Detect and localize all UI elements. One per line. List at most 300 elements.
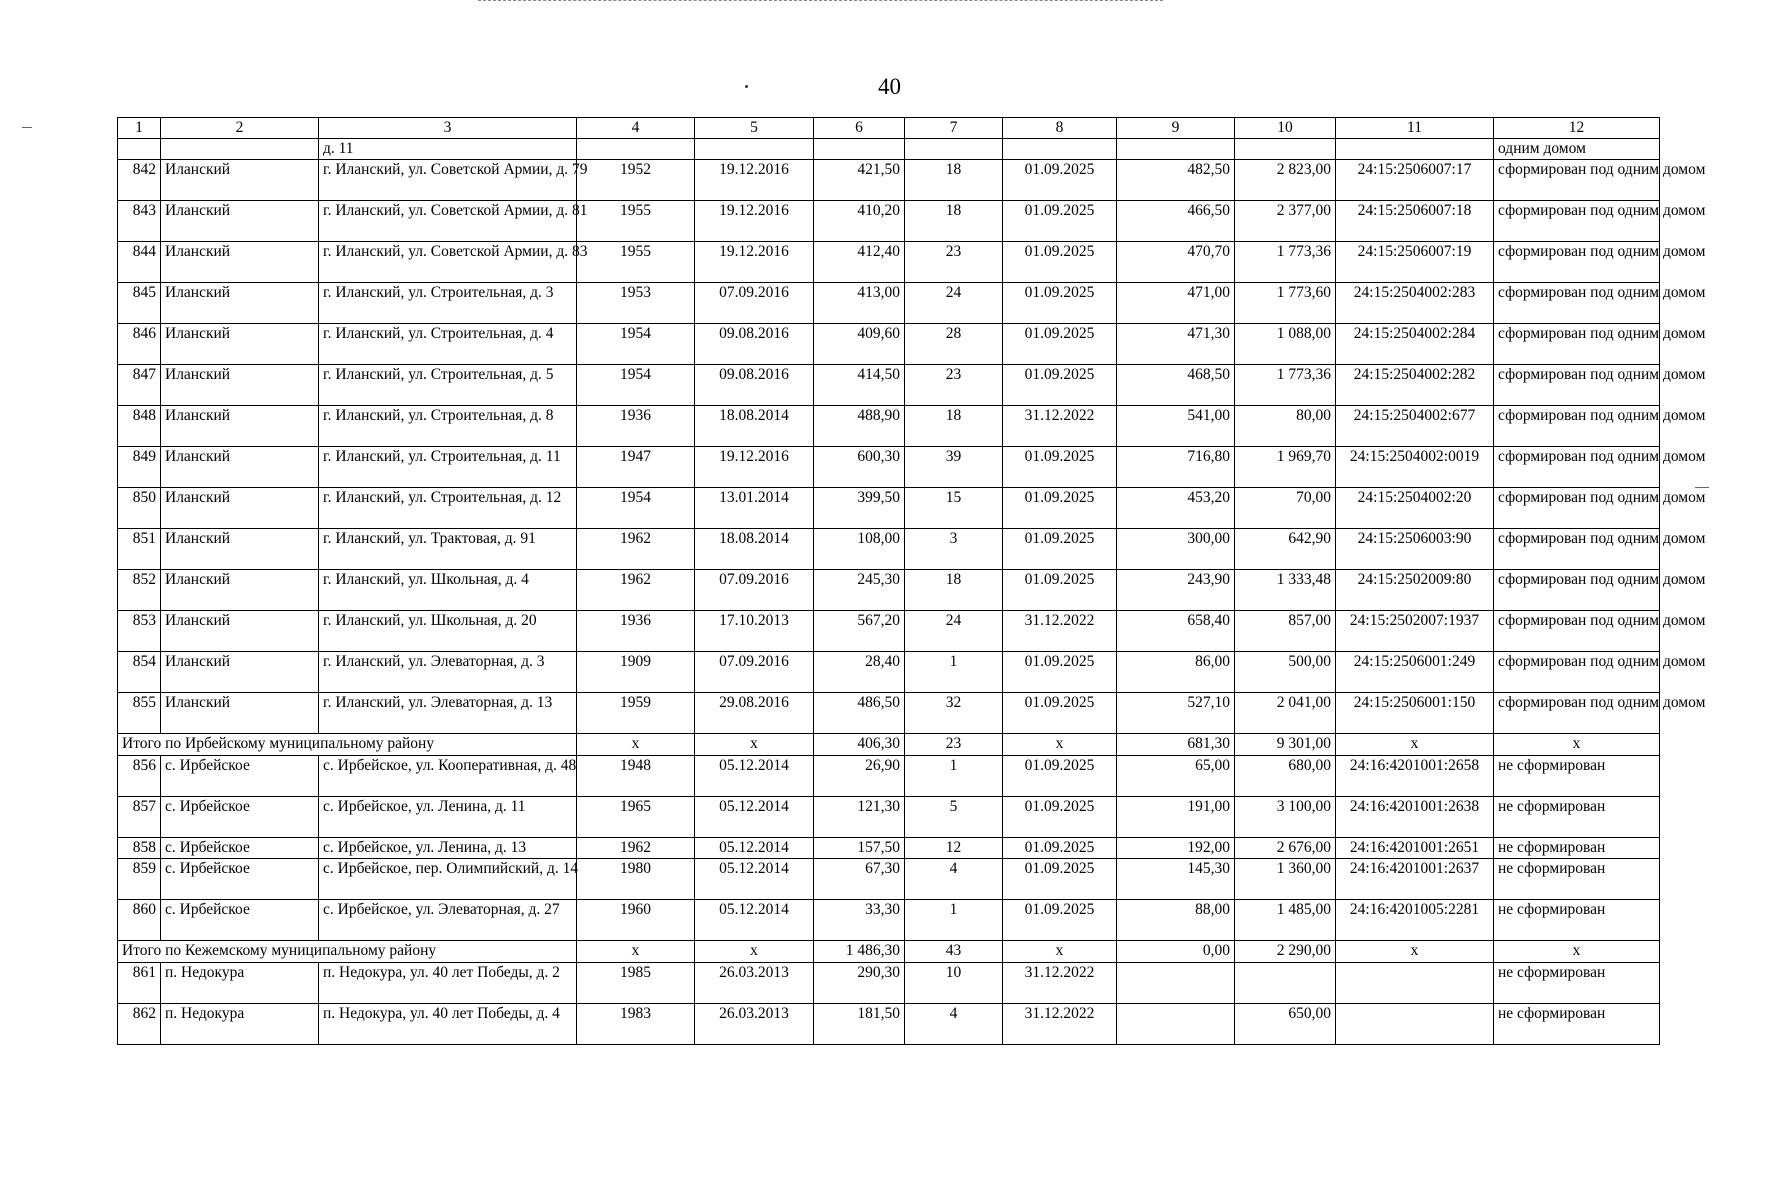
row-number-cell: 855 — [118, 693, 161, 734]
year-cell: 1936 — [577, 406, 695, 447]
total-cadastral-cell: х — [1336, 734, 1494, 756]
cadastral-number-cell: 24:16:4201001:2658 — [1336, 756, 1494, 797]
land-status-cell: сформирован под одним домом — [1494, 201, 1660, 242]
land-status-cell: сформирован под одним домом — [1494, 242, 1660, 283]
table-row — [118, 529, 1660, 570]
total-label: Итого по Ирбейскому муниципальному району — [118, 734, 577, 756]
deadline-cell: 01.09.2025 — [1003, 652, 1117, 693]
land-status-cell: не сформирован — [1494, 1004, 1660, 1045]
total-deadline-cell: х — [1003, 734, 1117, 756]
date-cell: 19.12.2016 — [695, 201, 814, 242]
address-cell: г. Иланский, ул. Элеваторная, д. 3 — [319, 652, 577, 693]
year-cell: 1936 — [577, 611, 695, 652]
date-cell: 19.12.2016 — [695, 242, 814, 283]
cadastral-number-cell: 24:15:2504002:0019 — [1336, 447, 1494, 488]
scan-edge-mark — [1695, 487, 1709, 488]
column-header: 9 — [1117, 118, 1235, 139]
row-number-cell: 858 — [118, 838, 161, 859]
cost-cell: 86,00 — [1117, 652, 1235, 693]
address-cell: г. Иланский, ул. Школьная, д. 4 — [319, 570, 577, 611]
row-number-cell: 849 — [118, 447, 161, 488]
row-number-cell: 852 — [118, 570, 161, 611]
deadline-cell: 01.09.2025 — [1003, 859, 1117, 900]
cost-cell — [1117, 963, 1235, 1004]
deadline-cell: 01.09.2025 — [1003, 756, 1117, 797]
total-cadastral-cell: х — [1336, 941, 1494, 963]
district-cell: Иланский — [161, 201, 319, 242]
cadastral-number-cell: 24:16:4201001:2637 — [1336, 859, 1494, 900]
date-cell: 26.03.2013 — [695, 963, 814, 1004]
residents-cell: 24 — [905, 283, 1003, 324]
col10-cell: 1 773,36 — [1235, 242, 1336, 283]
row-number-cell: 850 — [118, 488, 161, 529]
row-number-cell: 844 — [118, 242, 161, 283]
district-cell: с. Ирбейское — [161, 756, 319, 797]
deadline-cell: 01.09.2025 — [1003, 283, 1117, 324]
cadastral-number-cell: 24:15:2504002:284 — [1336, 324, 1494, 365]
residents-cell: 23 — [905, 365, 1003, 406]
row-number-cell: 847 — [118, 365, 161, 406]
row-number-cell — [118, 139, 161, 160]
table-row — [118, 570, 1660, 611]
cost-cell: 192,00 — [1117, 838, 1235, 859]
cost-cell — [1117, 139, 1235, 160]
residents-cell: 10 — [905, 963, 1003, 1004]
district-cell: Иланский — [161, 324, 319, 365]
date-cell: 05.12.2014 — [695, 900, 814, 941]
col10-cell: 650,00 — [1235, 1004, 1336, 1045]
residents-cell: 28 — [905, 324, 1003, 365]
row-number-cell: 859 — [118, 859, 161, 900]
cost-cell: 471,30 — [1117, 324, 1235, 365]
residents-cell: 3 — [905, 529, 1003, 570]
col10-cell: 3 100,00 — [1235, 797, 1336, 838]
address-cell: г. Иланский, ул. Трактовая, д. 91 — [319, 529, 577, 570]
table-row — [118, 242, 1660, 283]
cost-cell: 527,10 — [1117, 693, 1235, 734]
cost-cell: 470,70 — [1117, 242, 1235, 283]
area-cell: 67,30 — [814, 859, 905, 900]
total-residents-cell: 23 — [905, 734, 1003, 756]
year-cell: 1954 — [577, 365, 695, 406]
date-cell: 18.08.2014 — [695, 406, 814, 447]
year-cell: 1955 — [577, 201, 695, 242]
row-number-cell: 845 — [118, 283, 161, 324]
row-number-cell: 856 — [118, 756, 161, 797]
column-header: 6 — [814, 118, 905, 139]
cost-cell: 145,30 — [1117, 859, 1235, 900]
date-cell: 18.08.2014 — [695, 529, 814, 570]
land-status-cell: сформирован под одним домом — [1494, 406, 1660, 447]
address-cell: с. Ирбейское, ул. Элеваторная, д. 27 — [319, 900, 577, 941]
year-cell: 1960 — [577, 900, 695, 941]
deadline-cell: 01.09.2025 — [1003, 529, 1117, 570]
cadastral-number-cell: 24:15:2504002:282 — [1336, 365, 1494, 406]
date-cell: 05.12.2014 — [695, 797, 814, 838]
table-row — [118, 324, 1660, 365]
cadastral-number-cell — [1336, 1004, 1494, 1045]
table-row — [118, 693, 1660, 734]
cost-cell: 482,50 — [1117, 160, 1235, 201]
col10-cell: 80,00 — [1235, 406, 1336, 447]
year-cell: 1909 — [577, 652, 695, 693]
col10-cell — [1235, 139, 1336, 160]
residents-cell: 5 — [905, 797, 1003, 838]
district-cell: с. Ирбейское — [161, 838, 319, 859]
col10-cell: 2 377,00 — [1235, 201, 1336, 242]
district-total-row — [118, 734, 1660, 756]
district-cell: Иланский — [161, 693, 319, 734]
total-cost-cell: 681,30 — [1117, 734, 1235, 756]
deadline-cell: 01.09.2025 — [1003, 324, 1117, 365]
year-cell: 1947 — [577, 447, 695, 488]
total-area-cell: 1 486,30 — [814, 941, 905, 963]
column-header: 4 — [577, 118, 695, 139]
district-cell: Иланский — [161, 652, 319, 693]
row-number-cell: 853 — [118, 611, 161, 652]
deadline-cell: 01.09.2025 — [1003, 570, 1117, 611]
table-row — [118, 139, 1660, 160]
total-residents-cell: 43 — [905, 941, 1003, 963]
cadastral-number-cell: 24:15:2506001:150 — [1336, 693, 1494, 734]
address-cell: г. Иланский, ул. Строительная, д. 4 — [319, 324, 577, 365]
land-status-cell: не сформирован — [1494, 838, 1660, 859]
table-row — [118, 900, 1660, 941]
cadastral-number-cell — [1336, 139, 1494, 160]
total-col10-cell: 2 290,00 — [1235, 941, 1336, 963]
row-number-cell: 854 — [118, 652, 161, 693]
area-cell: 157,50 — [814, 838, 905, 859]
district-cell: Иланский — [161, 488, 319, 529]
table-row — [118, 838, 1660, 859]
cost-cell: 243,90 — [1117, 570, 1235, 611]
area-cell: 567,20 — [814, 611, 905, 652]
residents-cell: 18 — [905, 570, 1003, 611]
table-row — [118, 797, 1660, 838]
residents-cell: 32 — [905, 693, 1003, 734]
address-cell: с. Ирбейское, ул. Ленина, д. 13 — [319, 838, 577, 859]
cost-cell: 716,80 — [1117, 447, 1235, 488]
deadline-cell: 01.09.2025 — [1003, 797, 1117, 838]
year-cell: 1962 — [577, 570, 695, 611]
address-cell: г. Иланский, ул. Советской Армии, д. 79 — [319, 160, 577, 201]
col10-cell: 1 969,70 — [1235, 447, 1336, 488]
district-cell: Иланский — [161, 365, 319, 406]
scan-edge-mark — [22, 127, 32, 128]
date-cell: 09.08.2016 — [695, 324, 814, 365]
year-cell: 1952 — [577, 160, 695, 201]
area-cell: 412,40 — [814, 242, 905, 283]
residents-cell: 18 — [905, 201, 1003, 242]
column-header: 3 — [319, 118, 577, 139]
column-header: 5 — [695, 118, 814, 139]
date-cell: 07.09.2016 — [695, 283, 814, 324]
table-row — [118, 488, 1660, 529]
land-status-cell: не сформирован — [1494, 797, 1660, 838]
deadline-cell — [1003, 139, 1117, 160]
total-col10-cell: 9 301,00 — [1235, 734, 1336, 756]
top-scan-rule — [478, 0, 1163, 1]
deadline-cell: 31.12.2022 — [1003, 611, 1117, 652]
row-number-cell: 861 — [118, 963, 161, 1004]
address-cell: г. Иланский, ул. Строительная, д. 11 — [319, 447, 577, 488]
address-cell: г. Иланский, ул. Школьная, д. 20 — [319, 611, 577, 652]
date-cell: 05.12.2014 — [695, 838, 814, 859]
cost-cell: 191,00 — [1117, 797, 1235, 838]
col10-cell: 1 333,48 — [1235, 570, 1336, 611]
area-cell: 600,30 — [814, 447, 905, 488]
scan-speck — [745, 85, 748, 88]
cost-cell: 471,00 — [1117, 283, 1235, 324]
land-status-cell: одним домом — [1494, 139, 1660, 160]
land-status-cell: сформирован под одним домом — [1494, 488, 1660, 529]
area-cell: 26,90 — [814, 756, 905, 797]
row-number-cell: 851 — [118, 529, 161, 570]
address-cell: г. Иланский, ул. Советской Армии, д. 83 — [319, 242, 577, 283]
total-year-cell: х — [577, 734, 695, 756]
address-cell: д. 11 — [319, 139, 577, 160]
address-cell: с. Ирбейское, ул. Кооперативная, д. 48 — [319, 756, 577, 797]
area-cell: 28,40 — [814, 652, 905, 693]
column-header: 1 — [118, 118, 161, 139]
cadastral-number-cell — [1336, 963, 1494, 1004]
year-cell: 1955 — [577, 242, 695, 283]
area-cell: 399,50 — [814, 488, 905, 529]
table-row — [118, 1004, 1660, 1045]
table-row — [118, 859, 1660, 900]
area-cell: 33,30 — [814, 900, 905, 941]
year-cell: 1948 — [577, 756, 695, 797]
table-row — [118, 201, 1660, 242]
residents-cell: 4 — [905, 1004, 1003, 1045]
row-number-cell: 857 — [118, 797, 161, 838]
table-row — [118, 756, 1660, 797]
cadastral-number-cell: 24:16:4201001:2651 — [1336, 838, 1494, 859]
address-cell: г. Иланский, ул. Строительная, д. 3 — [319, 283, 577, 324]
land-status-cell: сформирован под одним домом — [1494, 324, 1660, 365]
total-cost-cell: 0,00 — [1117, 941, 1235, 963]
year-cell: 1980 — [577, 859, 695, 900]
district-cell: Иланский — [161, 160, 319, 201]
col10-cell: 500,00 — [1235, 652, 1336, 693]
residents-cell: 23 — [905, 242, 1003, 283]
area-cell: 488,90 — [814, 406, 905, 447]
date-cell: 29.08.2016 — [695, 693, 814, 734]
area-cell: 409,60 — [814, 324, 905, 365]
residents-cell: 4 — [905, 859, 1003, 900]
row-number-cell: 843 — [118, 201, 161, 242]
date-cell: 09.08.2016 — [695, 365, 814, 406]
cost-cell: 300,00 — [1117, 529, 1235, 570]
address-cell: п. Недокура, ул. 40 лет Победы, д. 2 — [319, 963, 577, 1004]
cadastral-number-cell: 24:15:2506007:19 — [1336, 242, 1494, 283]
row-number-cell: 862 — [118, 1004, 161, 1045]
deadline-cell: 01.09.2025 — [1003, 693, 1117, 734]
cost-cell — [1117, 1004, 1235, 1045]
cost-cell: 466,50 — [1117, 201, 1235, 242]
district-cell: с. Ирбейское — [161, 797, 319, 838]
area-cell: 290,30 — [814, 963, 905, 1004]
district-cell: п. Недокура — [161, 1004, 319, 1045]
column-header: 8 — [1003, 118, 1117, 139]
total-year-cell: х — [577, 941, 695, 963]
area-cell: 413,00 — [814, 283, 905, 324]
area-cell: 421,50 — [814, 160, 905, 201]
total-label: Итого по Кежемскому муниципальному району — [118, 941, 577, 963]
land-status-cell: сформирован под одним домом — [1494, 693, 1660, 734]
cost-cell: 658,40 — [1117, 611, 1235, 652]
cost-cell: 468,50 — [1117, 365, 1235, 406]
cadastral-number-cell: 24:15:2502009:80 — [1336, 570, 1494, 611]
row-number-cell: 860 — [118, 900, 161, 941]
land-status-cell: сформирован под одним домом — [1494, 529, 1660, 570]
deadline-cell: 31.12.2022 — [1003, 406, 1117, 447]
deadline-cell: 01.09.2025 — [1003, 838, 1117, 859]
table-row — [118, 611, 1660, 652]
address-cell: г. Иланский, ул. Советской Армии, д. 81 — [319, 201, 577, 242]
area-cell: 245,30 — [814, 570, 905, 611]
date-cell — [695, 139, 814, 160]
year-cell: 1954 — [577, 488, 695, 529]
date-cell: 13.01.2014 — [695, 488, 814, 529]
date-cell: 07.09.2016 — [695, 652, 814, 693]
district-cell — [161, 139, 319, 160]
land-status-cell: сформирован под одним домом — [1494, 160, 1660, 201]
row-number-cell: 842 — [118, 160, 161, 201]
date-cell: 05.12.2014 — [695, 859, 814, 900]
land-status-cell: сформирован под одним домом — [1494, 283, 1660, 324]
residents-cell: 1 — [905, 756, 1003, 797]
district-cell: Иланский — [161, 283, 319, 324]
total-area-cell: 406,30 — [814, 734, 905, 756]
land-status-cell: сформирован под одним домом — [1494, 570, 1660, 611]
column-header: 11 — [1336, 118, 1494, 139]
land-status-cell: сформирован под одним домом — [1494, 447, 1660, 488]
cadastral-number-cell: 24:15:2506001:249 — [1336, 652, 1494, 693]
district-cell: п. Недокура — [161, 963, 319, 1004]
year-cell: 1985 — [577, 963, 695, 1004]
deadline-cell: 01.09.2025 — [1003, 201, 1117, 242]
land-status-cell: сформирован под одним домом — [1494, 611, 1660, 652]
year-cell: 1965 — [577, 797, 695, 838]
column-header: 2 — [161, 118, 319, 139]
column-header: 10 — [1235, 118, 1336, 139]
district-cell: с. Ирбейское — [161, 859, 319, 900]
land-status-cell: не сформирован — [1494, 900, 1660, 941]
area-cell: 414,50 — [814, 365, 905, 406]
table-row — [118, 160, 1660, 201]
district-cell: Иланский — [161, 611, 319, 652]
date-cell: 26.03.2013 — [695, 1004, 814, 1045]
address-cell: с. Ирбейское, ул. Ленина, д. 11 — [319, 797, 577, 838]
table-row — [118, 447, 1660, 488]
total-deadline-cell: х — [1003, 941, 1117, 963]
row-number-cell: 846 — [118, 324, 161, 365]
column-header: 12 — [1494, 118, 1660, 139]
cost-cell: 541,00 — [1117, 406, 1235, 447]
residents-cell: 15 — [905, 488, 1003, 529]
area-cell — [814, 139, 905, 160]
column-header: 7 — [905, 118, 1003, 139]
cost-cell: 65,00 — [1117, 756, 1235, 797]
total-status-cell: х — [1494, 734, 1660, 756]
cadastral-number-cell: 24:15:2504002:283 — [1336, 283, 1494, 324]
table-row — [118, 406, 1660, 447]
address-cell: г. Иланский, ул. Элеваторная, д. 13 — [319, 693, 577, 734]
total-date-cell: х — [695, 941, 814, 963]
district-cell: Иланский — [161, 529, 319, 570]
col10-cell: 2 041,00 — [1235, 693, 1336, 734]
cadastral-number-cell: 24:16:4201001:2638 — [1336, 797, 1494, 838]
date-cell: 19.12.2016 — [695, 447, 814, 488]
land-status-cell: не сформирован — [1494, 859, 1660, 900]
cadastral-number-cell: 24:15:2506003:90 — [1336, 529, 1494, 570]
page-number: 40 — [878, 74, 901, 99]
col10-cell: 680,00 — [1235, 756, 1336, 797]
total-date-cell: х — [695, 734, 814, 756]
area-cell: 486,50 — [814, 693, 905, 734]
row-number-cell: 848 — [118, 406, 161, 447]
col10-cell: 2 676,00 — [1235, 838, 1336, 859]
column-number-header-row — [118, 118, 1660, 139]
housing-register-table — [117, 117, 1706, 1045]
col10-cell: 1 485,00 — [1235, 900, 1336, 941]
address-cell: г. Иланский, ул. Строительная, д. 8 — [319, 406, 577, 447]
district-cell: с. Ирбейское — [161, 900, 319, 941]
area-cell: 121,30 — [814, 797, 905, 838]
cadastral-number-cell: 24:15:2504002:20 — [1336, 488, 1494, 529]
col10-cell — [1235, 963, 1336, 1004]
date-cell: 17.10.2013 — [695, 611, 814, 652]
year-cell: 1962 — [577, 529, 695, 570]
district-cell: Иланский — [161, 406, 319, 447]
residents-cell: 12 — [905, 838, 1003, 859]
land-status-cell: сформирован под одним домом — [1494, 365, 1660, 406]
address-cell: г. Иланский, ул. Строительная, д. 5 — [319, 365, 577, 406]
residents-cell: 24 — [905, 611, 1003, 652]
deadline-cell: 01.09.2025 — [1003, 488, 1117, 529]
cadastral-number-cell: 24:15:2506007:17 — [1336, 160, 1494, 201]
table-row — [118, 652, 1660, 693]
land-status-cell: не сформирован — [1494, 963, 1660, 1004]
col10-cell: 70,00 — [1235, 488, 1336, 529]
col10-cell: 2 823,00 — [1235, 160, 1336, 201]
date-cell: 05.12.2014 — [695, 756, 814, 797]
cadastral-number-cell: 24:16:4201005:2281 — [1336, 900, 1494, 941]
deadline-cell: 31.12.2022 — [1003, 963, 1117, 1004]
residents-cell: 39 — [905, 447, 1003, 488]
residents-cell: 18 — [905, 160, 1003, 201]
land-status-cell: сформирован под одним домом — [1494, 652, 1660, 693]
cadastral-number-cell: 24:15:2504002:677 — [1336, 406, 1494, 447]
col10-cell: 1 773,60 — [1235, 283, 1336, 324]
col10-cell: 1 773,36 — [1235, 365, 1336, 406]
col10-cell: 857,00 — [1235, 611, 1336, 652]
deadline-cell: 01.09.2025 — [1003, 447, 1117, 488]
col10-cell: 1 360,00 — [1235, 859, 1336, 900]
date-cell: 07.09.2016 — [695, 570, 814, 611]
deadline-cell: 01.09.2025 — [1003, 242, 1117, 283]
area-cell: 410,20 — [814, 201, 905, 242]
col10-cell: 1 088,00 — [1235, 324, 1336, 365]
residents-cell: 1 — [905, 900, 1003, 941]
year-cell: 1953 — [577, 283, 695, 324]
residents-cell: 1 — [905, 652, 1003, 693]
col10-cell: 642,90 — [1235, 529, 1336, 570]
year-cell — [577, 139, 695, 160]
year-cell: 1954 — [577, 324, 695, 365]
district-cell: Иланский — [161, 570, 319, 611]
